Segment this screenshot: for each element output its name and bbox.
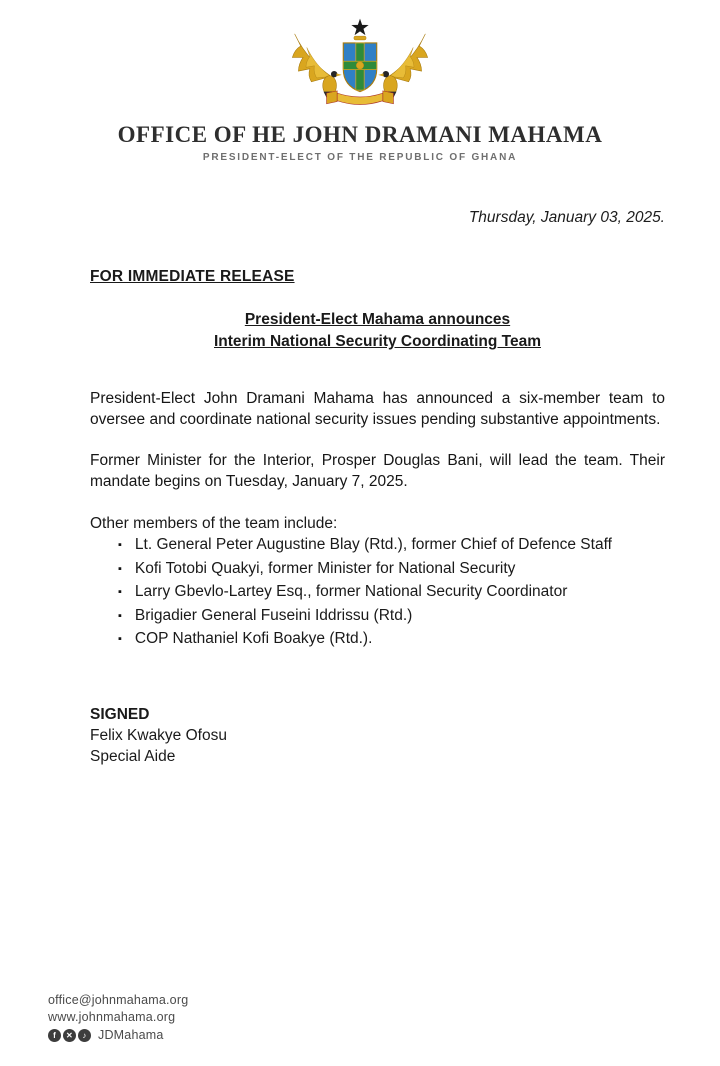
list-item bbox=[118, 581, 665, 605]
bullet-square-icon: ▪ bbox=[118, 633, 122, 645]
x-icon: ✕ bbox=[63, 1029, 76, 1042]
member-name: COP Nathaniel Kofi Boakye (Rtd.). bbox=[134, 630, 373, 647]
signatory-title: Special Aide bbox=[90, 747, 176, 765]
signatory-name: Felix Kwakye Ofosu bbox=[90, 726, 227, 744]
office-subtitle: PRESIDENT-ELECT OF THE REPUBLIC OF GHANA bbox=[202, 152, 518, 163]
list-item bbox=[118, 558, 665, 582]
footer-social-handle: JDMahama bbox=[98, 1028, 164, 1042]
list-item bbox=[118, 628, 665, 652]
footer bbox=[48, 992, 188, 1044]
bullet-square-icon: ▪ bbox=[118, 609, 122, 622]
footer-email: office@johnmahama.org bbox=[48, 993, 189, 1007]
member-name: Lt. General Peter Augustine Blay (Rtd.), former Chief of Defence Staff bbox=[134, 536, 612, 553]
signed-label: SIGNED bbox=[90, 705, 150, 723]
footer-website: www.johnmahama.org bbox=[48, 1010, 176, 1024]
list-item bbox=[118, 534, 665, 558]
member-name: Kofi Totobi Quakyi, former Minister for National Security bbox=[134, 559, 516, 577]
ghana-coat-of-arms-icon bbox=[284, 14, 436, 113]
office-title: OFFICE OF HE JOHN DRAMANI MAHAMA bbox=[117, 122, 603, 147]
facebook-icon: f bbox=[48, 1029, 61, 1042]
release-label: FOR IMMEDIATE RELEASE bbox=[90, 268, 295, 285]
header bbox=[0, 0, 720, 163]
footer-social-row bbox=[48, 1027, 188, 1044]
headline-line-1: President-Elect Mahama announces bbox=[244, 311, 511, 328]
headline bbox=[90, 309, 665, 353]
member-list bbox=[90, 534, 665, 652]
list-item bbox=[118, 605, 665, 629]
member-name: Brigadier General Fuseini Iddrissu (Rtd.) bbox=[134, 606, 413, 624]
tiktok-icon: ♪ bbox=[78, 1029, 91, 1042]
bullet-square-icon: ▪ bbox=[118, 586, 122, 598]
bullet-square-icon: ▪ bbox=[118, 539, 122, 551]
paragraph-announcement: President-Elect John Dramani Mahama has announced a six-member team to oversee and coordinate national security issues pending substantive appointments. bbox=[90, 390, 665, 428]
member-list-intro: Other members of the team include: bbox=[90, 515, 338, 532]
date-line: Thursday, January 03, 2025. bbox=[468, 209, 665, 226]
letter-body bbox=[90, 209, 665, 767]
headline-line-2: Interim National Security Coordinating Team bbox=[214, 333, 541, 350]
paragraph-leader: Former Minister for the Interior, Prosper Douglas Bani, will lead the team. Their mandate begins on Tuesday, January 7, 2025. bbox=[90, 452, 665, 490]
bullet-square-icon: ▪ bbox=[118, 562, 122, 575]
member-name: Larry Gbevlo-Lartey Esq., former National Security Coordinator bbox=[134, 583, 568, 600]
